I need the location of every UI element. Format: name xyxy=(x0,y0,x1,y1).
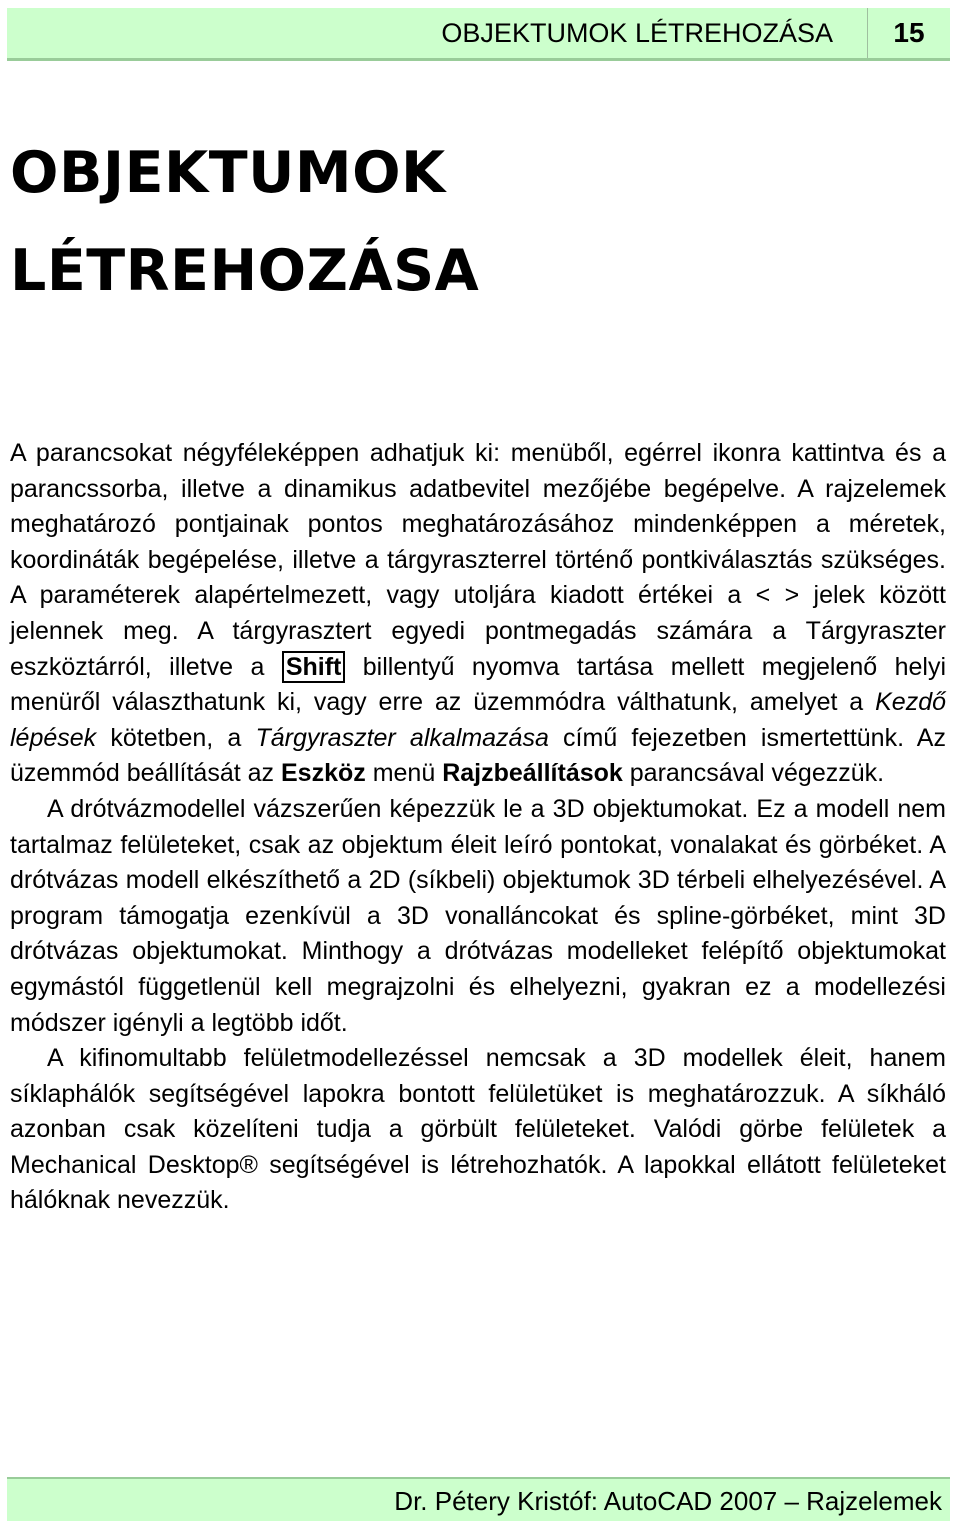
footer-text: Dr. Pétery Kristóf: AutoCAD 2007 – Rajzelemek xyxy=(394,1486,942,1516)
paragraph-2: A drótvázmodellel vázszerűen képezzük le a 3D objektumokat. Ez a modell nem tartalmaz felületeket, csak az objektum éleit leíró pontokat, vonalakat és görbéket. A drótvázas modell elkészíthető a 2D (síkbeli) objektumok 3D térbeli elhelyezésével. A program támogatja ezenkívül a 3D vonalláncokat és spline-görbéket, mint 3D drótvázas objektumokat. Minthogy a drótvázas modelleket felépítő objektumokat egymástól függetlenül kell megrajzolni és elhelyezni, gyakran ez a modellezési módszer igényli a legtöbb időt. xyxy=(10,794,946,1037)
chapter-title-line-2: LÉTREHOZÁSA xyxy=(10,238,480,304)
header-title: OBJEKTUMOK LÉTREHOZÁSA xyxy=(441,18,833,48)
chapter-reference: Tárgyraszter alkalmazása xyxy=(255,723,549,752)
p1-text-6: parancsával végezzük. xyxy=(622,759,885,788)
paragraph-3: A kifinomultabb felületmodellezéssel nemcsak a 3D modellek éleit, hanem síklaphálók segítségével lapokra bontott felületüket is meghatározzuk. A síkháló azonban csak közelíteni tudja a görbült felületeket. Valódi görbe felületek a Mechanical Desktop® segítségével is létrehozhatók. A lapokkal ellátott felületeket hálóknak nevezzük. xyxy=(10,1044,946,1215)
command-name: Rajzbeállítások xyxy=(442,759,623,788)
menu-name: Eszköz xyxy=(280,759,366,788)
p1-text-4: című fejezetben ismertettünk. Az üzemmód beállítását az xyxy=(10,723,946,788)
body-text xyxy=(10,436,946,1219)
book-reference: Kezdő lépések xyxy=(10,688,946,752)
chapter-title xyxy=(10,124,479,320)
p1-text-3: kötetben, a xyxy=(96,723,256,752)
p1-text-1: A parancsokat négyféleképpen adhatjuk ki: menüből, egérrel ikonra kattintva és a parancssorba, illetve a dinamikus adatbevitel mezőjébe begépelve. A rajzelemek meghatározó pontjainak pontos meghatározásához mindenképpen a méretek, koordináták begépelése, illetve a tárgyraszterrel történő pontkiválasztás szükséges. A paraméterek alapértelmezett, vagy utoljára kiadott értékei a < > jelek között jelennek meg. A tárgyrasztert egyedi pontmegadás számára a Tárgyraszter eszköztárról, illetve a xyxy=(10,439,946,681)
p1-text-5: menü xyxy=(365,759,443,788)
p1-text-2: billentyű nyomva tartása mellett megjelenő helyi menüről választhatunk ki, vagy erre az üzemmódra válthatunk, amelyet a xyxy=(10,652,946,717)
page-header xyxy=(7,8,950,61)
shift-key-label: Shift xyxy=(282,651,346,683)
paragraph-1 xyxy=(10,436,946,792)
page-number: 15 xyxy=(867,8,950,58)
chapter-title-line-1: OBJEKTUMOK xyxy=(10,140,446,206)
page-footer xyxy=(7,1477,950,1521)
